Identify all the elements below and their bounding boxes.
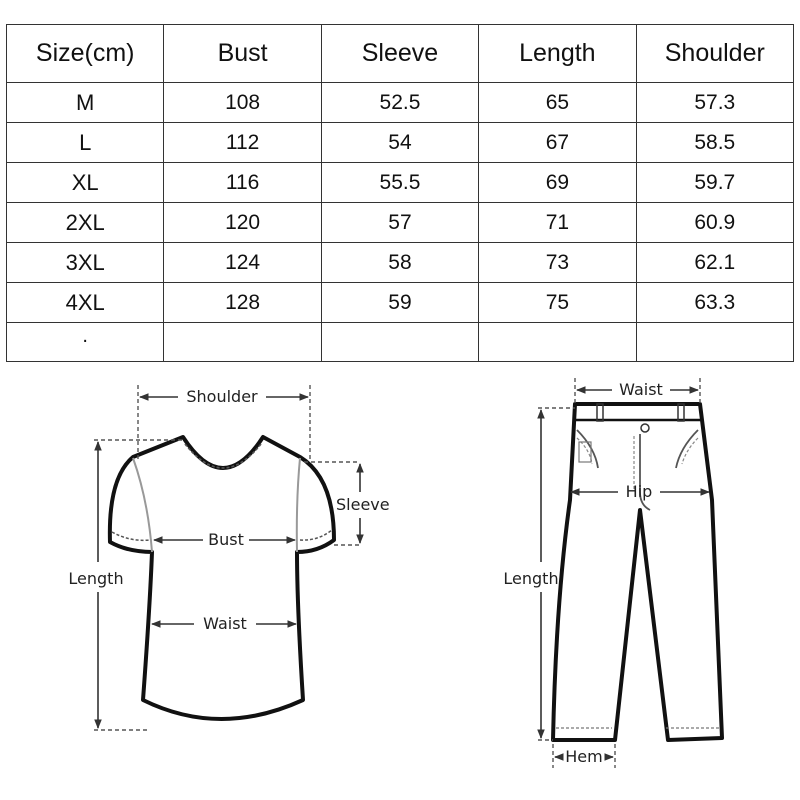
tshirt-outline (110, 437, 334, 719)
bust-cell: 112 (164, 123, 321, 163)
hem-label: Hem (565, 747, 603, 766)
shoulder-cell: 59.7 (636, 163, 793, 203)
header-size: Size(cm) (7, 25, 164, 83)
shoulder-cell: 62.1 (636, 243, 793, 283)
tshirt-waist-label: Waist (203, 614, 247, 633)
length-cell: 73 (479, 243, 636, 283)
size-cell: M (7, 83, 164, 123)
size-cell: 3XL (7, 243, 164, 283)
tshirt-length-label: Length (68, 569, 124, 588)
sleeve-cell: 55.5 (321, 163, 478, 203)
shoulder-cell: 57.3 (636, 83, 793, 123)
bust-label: Bust (208, 530, 244, 549)
shoulder-cell: 60.9 (636, 203, 793, 243)
sleeve-cell: 59 (321, 283, 478, 323)
sleeve-cell: 52.5 (321, 83, 478, 123)
sleeve-cell: 57 (321, 203, 478, 243)
length-cell: 69 (479, 163, 636, 203)
shoulder-cell: 63.3 (636, 283, 793, 323)
pants-outline (553, 404, 722, 740)
length-cell: 67 (479, 123, 636, 163)
length-cell: 71 (479, 203, 636, 243)
size-cell: XL (7, 163, 164, 203)
pants-waist-label: Waist (619, 380, 663, 399)
shoulder-label: Shoulder (186, 387, 258, 406)
header-length: Length (479, 25, 636, 83)
sleeve-cell: 54 (321, 123, 478, 163)
header-sleeve: Sleeve (321, 25, 478, 83)
sleeve-label: Sleeve (336, 495, 390, 514)
tshirt-diagram (68, 385, 389, 730)
bust-cell: 124 (164, 243, 321, 283)
dot-mark: . (82, 325, 88, 347)
header-shoulder: Shoulder (636, 25, 793, 83)
shoulder-cell: 58.5 (636, 123, 793, 163)
hip-label: Hip (625, 482, 653, 501)
length-cell: 75 (479, 283, 636, 323)
bust-cell: 116 (164, 163, 321, 203)
pants-length-label: Length (503, 569, 559, 588)
size-cell: 2XL (7, 203, 164, 243)
sleeve-cell: 58 (321, 243, 478, 283)
bust-cell: 108 (164, 83, 321, 123)
length-cell: 65 (479, 83, 636, 123)
size-cell: 4XL (7, 283, 164, 323)
bust-cell: 128 (164, 283, 321, 323)
header-bust: Bust (164, 25, 321, 83)
bust-cell: 120 (164, 203, 321, 243)
size-cell: L (7, 123, 164, 163)
pants-diagram (503, 378, 722, 768)
